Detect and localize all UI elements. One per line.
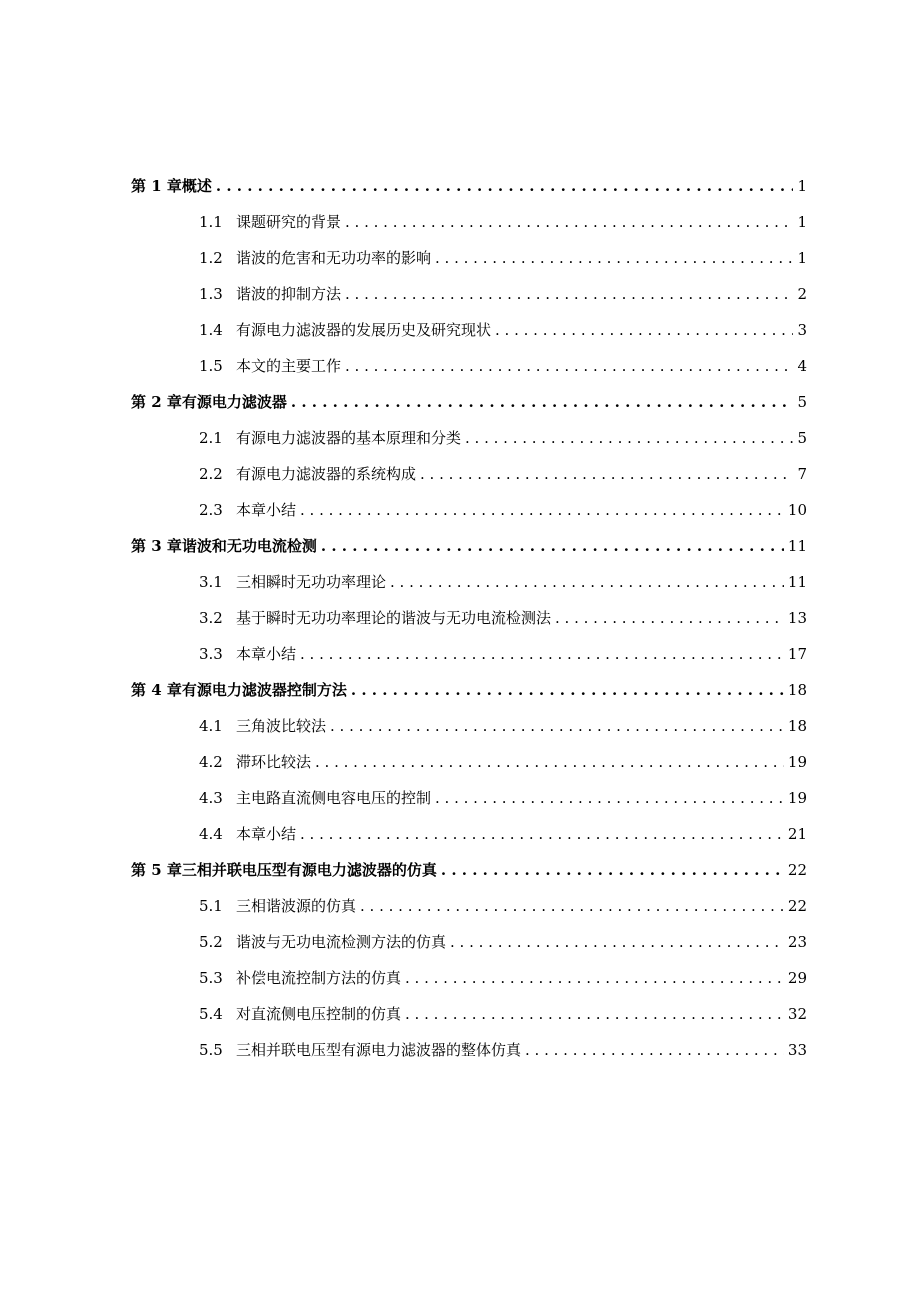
toc-section-entry[interactable]	[131, 564, 807, 600]
toc-entry-number: 第 2 章	[131, 393, 182, 411]
toc-entry-title: 本章小结	[236, 645, 297, 663]
toc-entry-number: 5.5	[199, 1041, 223, 1059]
toc-section-entry[interactable]	[131, 1032, 807, 1068]
toc-dot-leader	[345, 204, 793, 240]
toc-entry-title: 主电路直流侧电容电压的控制	[236, 789, 432, 807]
toc-section-entry[interactable]	[131, 960, 807, 996]
toc-section-entry[interactable]	[131, 996, 807, 1032]
toc-entry-page: 21	[787, 825, 807, 843]
toc-entry-title: 有源电力滤波器的系统构成	[236, 465, 417, 483]
toc-section-entry[interactable]	[131, 816, 807, 852]
toc-entry-page: 29	[787, 969, 807, 987]
toc-entry-page: 19	[787, 753, 807, 771]
toc-entry-page: 19	[787, 789, 807, 807]
toc-entry-title: 谐波的危害和无功功率的影响	[236, 249, 432, 267]
toc-entry-number: 第 5 章	[131, 861, 182, 879]
toc-entry-title: 有源电力滤波器	[181, 393, 287, 411]
toc-entry-number: 5.1	[199, 897, 223, 915]
toc-entry-title: 谐波与无功电流检测方法的仿真	[236, 933, 447, 951]
toc-dot-leader	[405, 960, 784, 996]
toc-entry-number: 4.2	[199, 753, 223, 771]
toc-dot-leader	[351, 672, 784, 708]
toc-entry-title: 本章小结	[236, 501, 297, 519]
toc-dot-leader	[345, 348, 793, 384]
toc-entry-number: 3.1	[199, 573, 223, 591]
toc-entry-number: 3.2	[199, 609, 223, 627]
toc-entry-title: 滞环比较法	[236, 753, 312, 771]
toc-section-entry[interactable]	[131, 708, 807, 744]
toc-entry-number: 1.1	[199, 213, 223, 231]
toc-section-entry[interactable]	[131, 240, 807, 276]
toc-dot-leader	[360, 888, 784, 924]
toc-dot-leader	[405, 996, 784, 1032]
toc-entry-number: 4.1	[199, 717, 223, 735]
toc-entry-page: 18	[787, 681, 807, 699]
toc-entry-page: 13	[787, 609, 807, 627]
toc-section-entry[interactable]	[131, 204, 807, 240]
toc-entry-title: 有源电力滤波器控制方法	[181, 681, 347, 699]
toc-entry-number: 2.2	[199, 465, 223, 483]
toc-entry-title: 三相并联电压型有源电力滤波器的整体仿真	[236, 1041, 522, 1059]
toc-section-entry[interactable]	[131, 924, 807, 960]
toc-dot-leader	[495, 312, 793, 348]
toc-chapter-entry[interactable]	[131, 384, 807, 420]
toc-entry-number: 5.4	[199, 1005, 223, 1023]
toc-entry-number: 3.3	[199, 645, 223, 663]
toc-entry-title: 谐波和无功电流检测	[181, 537, 317, 555]
toc-entry-title: 基于瞬时无功功率理论的谐波与无功电流检测法	[236, 609, 552, 627]
toc-section-entry[interactable]	[131, 348, 807, 384]
toc-entry-page: 32	[787, 1005, 807, 1023]
toc-dot-leader	[465, 420, 793, 456]
toc-dot-leader	[390, 564, 784, 600]
toc-entry-title: 三相谐波源的仿真	[236, 897, 357, 915]
toc-entry-page: 11	[787, 537, 807, 555]
toc-section-entry[interactable]	[131, 636, 807, 672]
toc-list	[131, 168, 807, 1068]
toc-entry-page: 5	[797, 393, 807, 411]
toc-entry-page: 7	[797, 465, 807, 483]
toc-dot-leader	[216, 168, 794, 204]
toc-entry-page: 22	[787, 861, 807, 879]
toc-entry-number: 第 3 章	[131, 537, 182, 555]
toc-entry-title: 三相瞬时无功功率理论	[236, 573, 387, 591]
toc-entry-title: 课题研究的背景	[236, 213, 342, 231]
toc-entry-page: 22	[787, 897, 807, 915]
toc-dot-leader	[345, 276, 793, 312]
toc-chapter-entry[interactable]	[131, 168, 807, 204]
toc-section-entry[interactable]	[131, 888, 807, 924]
toc-section-entry[interactable]	[131, 600, 807, 636]
toc-dot-leader	[321, 528, 784, 564]
toc-entry-title: 对直流侧电压控制的仿真	[236, 1005, 402, 1023]
toc-dot-leader	[300, 636, 784, 672]
toc-dot-leader	[441, 852, 784, 888]
toc-entry-title: 三角波比较法	[236, 717, 327, 735]
toc-dot-leader	[525, 1032, 784, 1068]
table-of-contents	[131, 168, 807, 1068]
toc-entry-number: 5.2	[199, 933, 223, 951]
toc-section-entry[interactable]	[131, 276, 807, 312]
toc-section-entry[interactable]	[131, 744, 807, 780]
toc-dot-leader	[555, 600, 784, 636]
toc-section-entry[interactable]	[131, 456, 807, 492]
toc-dot-leader	[300, 816, 784, 852]
toc-entry-title: 有源电力滤波器的发展历史及研究现状	[236, 321, 492, 339]
toc-entry-page: 1	[797, 249, 807, 267]
toc-entry-number: 第 4 章	[131, 681, 182, 699]
toc-entry-page: 10	[787, 501, 807, 519]
toc-entry-title: 概述	[181, 177, 212, 195]
toc-entry-number: 4.3	[199, 789, 223, 807]
toc-entry-page: 3	[797, 321, 807, 339]
toc-entry-page: 33	[787, 1041, 807, 1059]
toc-entry-page: 1	[797, 213, 807, 231]
toc-dot-leader	[291, 384, 794, 420]
toc-entry-page: 23	[787, 933, 807, 951]
toc-section-entry[interactable]	[131, 420, 807, 456]
toc-dot-leader	[450, 924, 784, 960]
toc-dot-leader	[420, 456, 793, 492]
toc-dot-leader	[435, 240, 793, 276]
toc-section-entry[interactable]	[131, 312, 807, 348]
toc-entry-page: 1	[797, 177, 807, 195]
toc-entry-page: 11	[787, 573, 807, 591]
toc-entry-number: 第 1 章	[131, 177, 182, 195]
toc-dot-leader	[330, 708, 784, 744]
toc-entry-page: 2	[797, 285, 807, 303]
toc-entry-page: 17	[787, 645, 807, 663]
toc-entry-title: 本章小结	[236, 825, 297, 843]
toc-entry-number: 2.3	[199, 501, 223, 519]
toc-entry-number: 1.4	[199, 321, 223, 339]
toc-entry-title: 补偿电流控制方法的仿真	[236, 969, 402, 987]
toc-entry-number: 5.3	[199, 969, 223, 987]
toc-entry-page: 4	[797, 357, 807, 375]
toc-entry-title: 谐波的抑制方法	[236, 285, 342, 303]
toc-chapter-entry[interactable]	[131, 528, 807, 564]
toc-entry-page: 5	[797, 429, 807, 447]
toc-entry-number: 1.2	[199, 249, 223, 267]
toc-section-entry[interactable]	[131, 780, 807, 816]
toc-entry-title: 本文的主要工作	[236, 357, 342, 375]
toc-entry-title: 三相并联电压型有源电力滤波器的仿真	[181, 861, 437, 879]
toc-section-entry[interactable]	[131, 492, 807, 528]
toc-entry-number: 1.5	[199, 357, 223, 375]
toc-dot-leader	[300, 492, 784, 528]
toc-chapter-entry[interactable]	[131, 672, 807, 708]
toc-entry-number: 4.4	[199, 825, 223, 843]
toc-entry-page: 18	[787, 717, 807, 735]
toc-entry-number: 1.3	[199, 285, 223, 303]
toc-entry-number: 2.1	[199, 429, 223, 447]
toc-dot-leader	[315, 744, 784, 780]
toc-entry-title: 有源电力滤波器的基本原理和分类	[236, 429, 462, 447]
toc-chapter-entry[interactable]	[131, 852, 807, 888]
toc-dot-leader	[435, 780, 784, 816]
